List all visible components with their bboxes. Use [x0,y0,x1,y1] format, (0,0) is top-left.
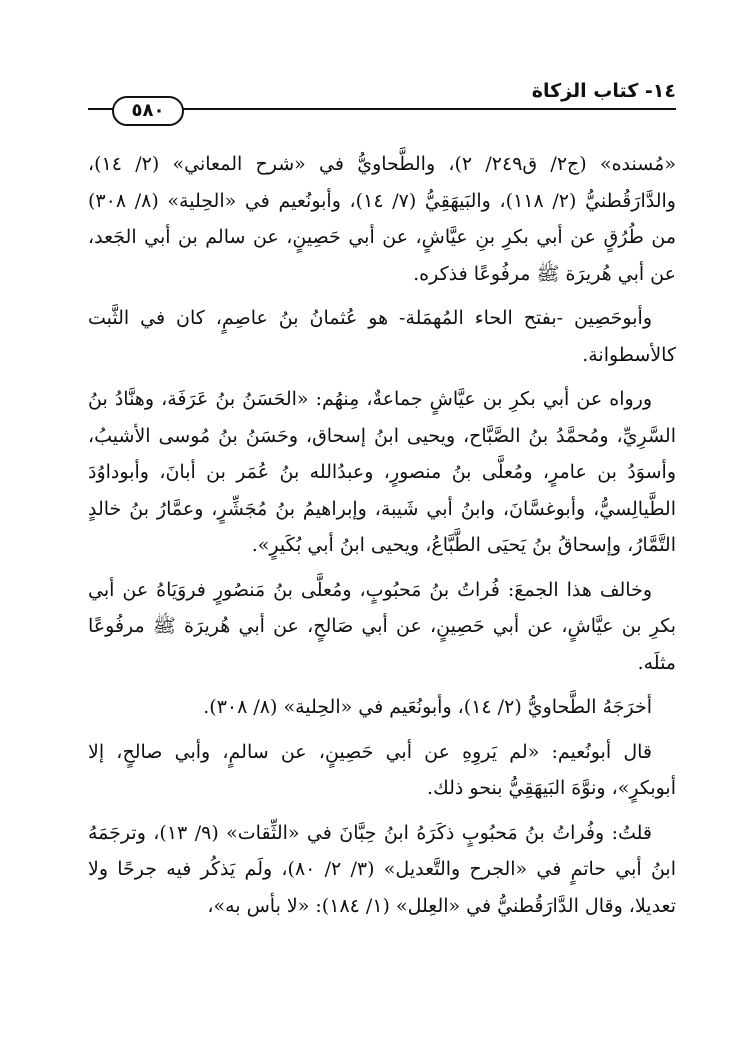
running-title: ١٤- كتاب الزكاة [531,80,676,102]
paragraph-6: قال أبونُعيم: «لم يَروِهِ عن أبي حَصِينٍ، عن سالمٍ، وأبي صالحٍ، إلا أبوبكرٍ»، ونوَّهَ البَيهَقِيُّ بنحو ذلك. [88,740,676,799]
paragraph-1: «مُسنده» (ج٢/ ق٢٤٩/ ٢)، والطَّحاويُّ في «شرح المعاني» (٢/ ١٤)، والدَّارَقُطنيُّ (٢/ ١١٨)، والبَيهَقِيُّ (٧/ ١٤)، وأبونُعيم في «الحِلية» (٨/ ٣٠٨) من طُرُقٍ عن أبي بكرِ بنِ عيَّاشٍ، عن أبي حَصِينٍ، عن سالم بن أبي الجَعد، عن أبي هُريرَة ﷺ مرفُوعًا فذكره. [88,153,676,285]
paragraph-2: وأبوحَصِين -بفتح الحاء المُهمَلة- هو عُثمانُ بنُ عاصِمٍ، كان في الثَّبت كالأسطوانة. [88,307,676,366]
page-number: ٥٨٠ [112,96,184,126]
paragraph-5: أخرَجَهُ الطَّحاويُّ (٢/ ١٤)، وأبونُعَيم في «الحِلية» (٨/ ٣٠٨). [203,696,652,718]
paragraph-3: ورواه عن أبي بكرِ بن عيَّاشٍ جماعةٌ، مِنهُم: «الحَسَنُ بنُ عَرَفَة، وهنَّادُ بنُ السَّرِيِّ، ومُحمَّدُ بنُ الصَّبَّاح، ويحيى ابنُ إسحاق، وحَسَنُ بنُ مُوسى الأشيبُ، وأسوَدُ بن عامرٍ، ومُعلَّى بنُ منصورٍ، وعبدُالله بنُ عُمَر بن أبانَ، وأبوداوُدَ الطَّيالِسيُّ، وأبوغسَّانَ، وابنُ أبي شَيبة، وإبراهيمُ بنُ مُجَشِّرٍ، وعمَّارُ بنُ خالدٍ التَّمَّارُ، وإسحاقُ بنُ يَحيَى الطَّبَّاعُ، ويحيى ابنُ أبي بُكَيرٍ». [88,388,676,556]
paragraph-7: قلتُ: وفُراتُ بنُ مَحبُوبٍ ذكَرَهُ ابنُ حِبَّانَ في «الثِّقات» (٩/ ١٣)، وترجَمَهُ ابنُ أبي حاتمٍ في «الجرح والتَّعديل» (٣/ ٢/ ٨٠)، ولَم يَذكُر فيه جرحًا ولا تعديلا، وقال الدَّارَقُطنيُّ في «العِلل» (١/ ١٨٤): «لا بأس به»، [88,821,676,917]
body-text [88,146,676,932]
paragraph-4: وخالف هذا الجمعَ: فُراتُ بنُ مَحبُوبٍ، ومُعلَّى بنُ مَنصُورٍ فروَيَاهُ عن أبي بكرِ بن عيَّاشٍ، عن أبي حَصِينٍ، عن أبي صَالحٍ، عن أبي هُريرَة ﷺ مرفُوعًا مثلَه. [88,578,676,674]
page-header [88,78,676,124]
